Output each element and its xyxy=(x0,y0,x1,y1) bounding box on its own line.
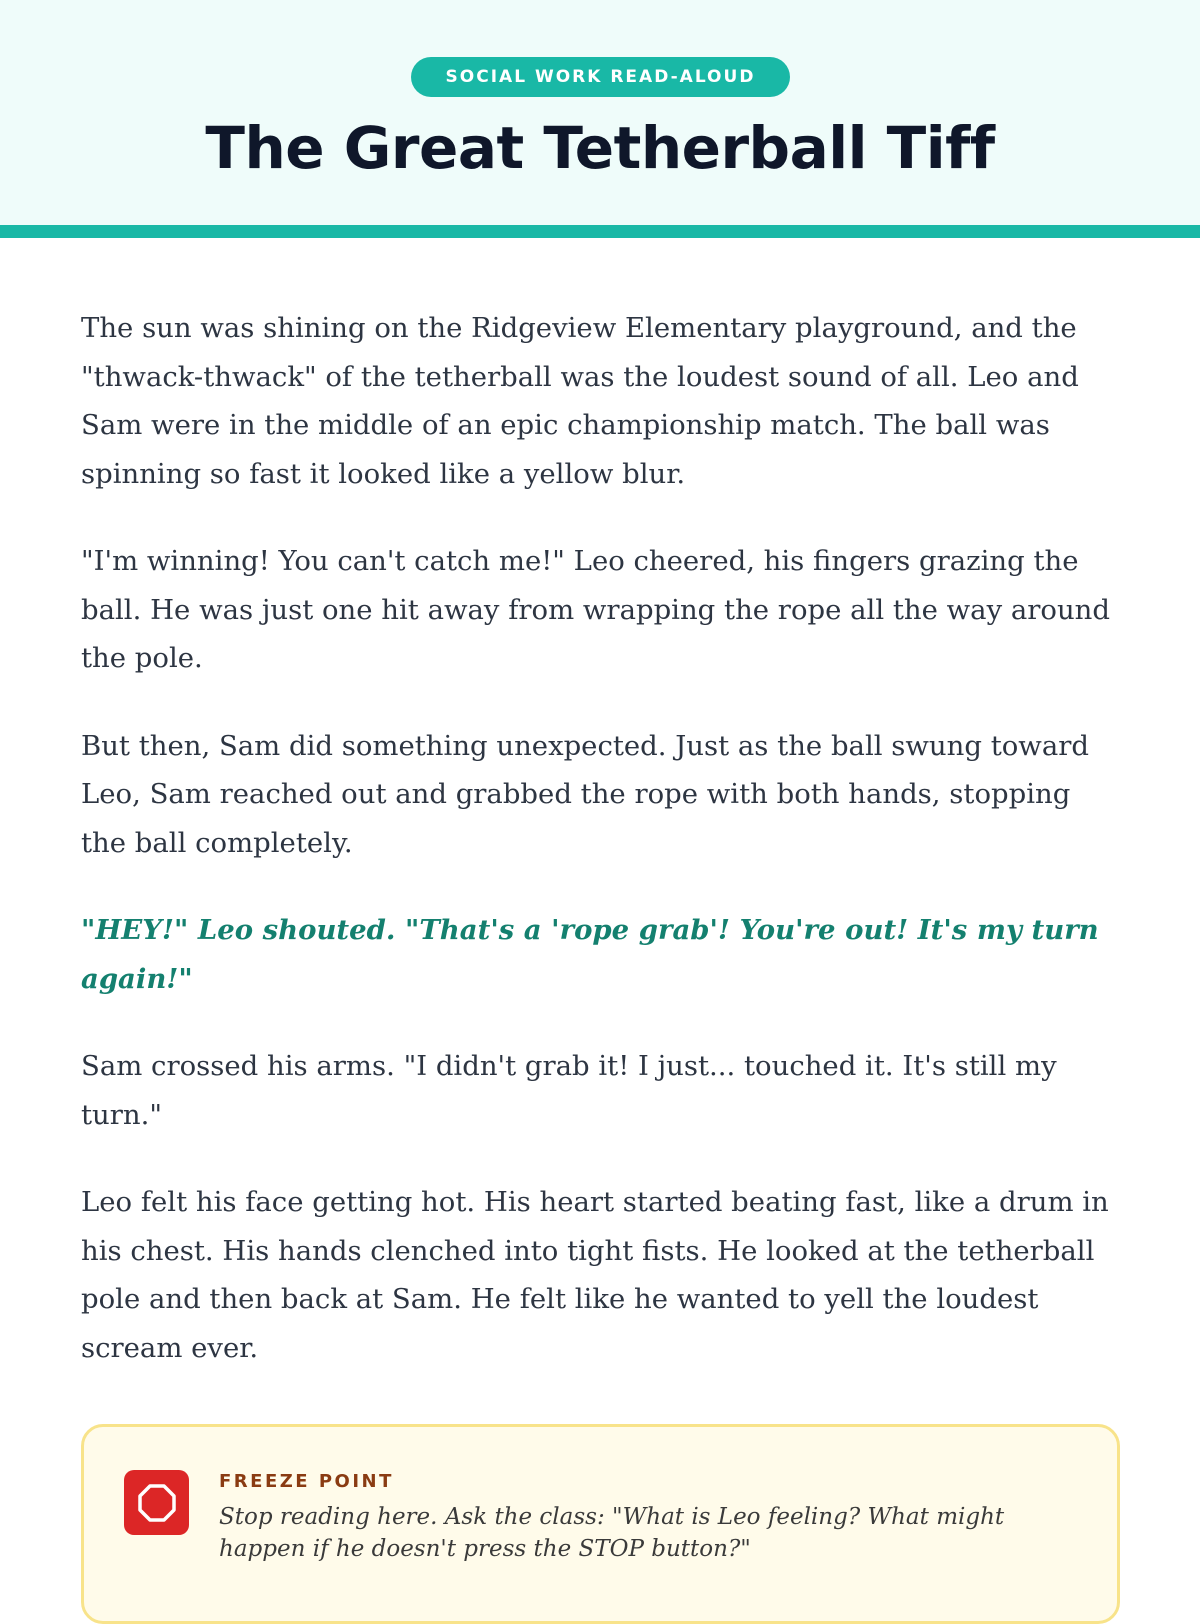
story-paragraph-6: Leo felt his face getting hot. His heart started beating fast, like a drum in his chest. His hands clenched into tight fists. He looked at the tetherball pole and then back at Sam. He felt like he wanted to yell the loudest scream ever. xyxy=(81,1186,1109,1364)
story-header xyxy=(0,0,1200,238)
story-title: The Great Tetherball Tiff xyxy=(205,114,995,182)
category-badge: SOCIAL WORK READ-ALOUD xyxy=(411,57,790,97)
freeze-point-callout xyxy=(81,1424,1120,1624)
story-paragraph-shout: "HEY!" Leo shouted. "That's a 'rope grab'! You're out! It's my turn again!" xyxy=(81,914,1099,995)
freeze-point-text: Stop reading here. Ask the class: "What is Leo feeling? What might happen if he doesn't press the STOP button?" xyxy=(219,1504,1005,1562)
freeze-point-label: FREEZE POINT xyxy=(219,1471,394,1492)
story-paragraph-3: But then, Sam did something unexpected. Just as the ball swung toward Leo, Sam reached out and grabbed the rope with both hands, stopping the ball completely. xyxy=(81,729,1089,859)
story-paragraph-5: Sam crossed his arms. "I didn't grab it! I just... touched it. It's still my turn." xyxy=(81,1050,1057,1131)
stop-sign-icon xyxy=(124,1470,189,1535)
story-body xyxy=(81,304,1121,1411)
story-paragraph-2: "I'm winning! You can't catch me!" Leo cheered, his fingers grazing the ball. He was just one hit away from wrapping the rope all the way around the pole. xyxy=(81,545,1110,674)
story-paragraph-1: The sun was shining on the Ridgeview Elementary playground, and the "thwack-thwack" of the tetherball was the loudest sound of all. Leo and Sam were in the middle of an epic championship match. The ball was spinning so fast it looked like a yellow blur. xyxy=(81,312,1079,490)
